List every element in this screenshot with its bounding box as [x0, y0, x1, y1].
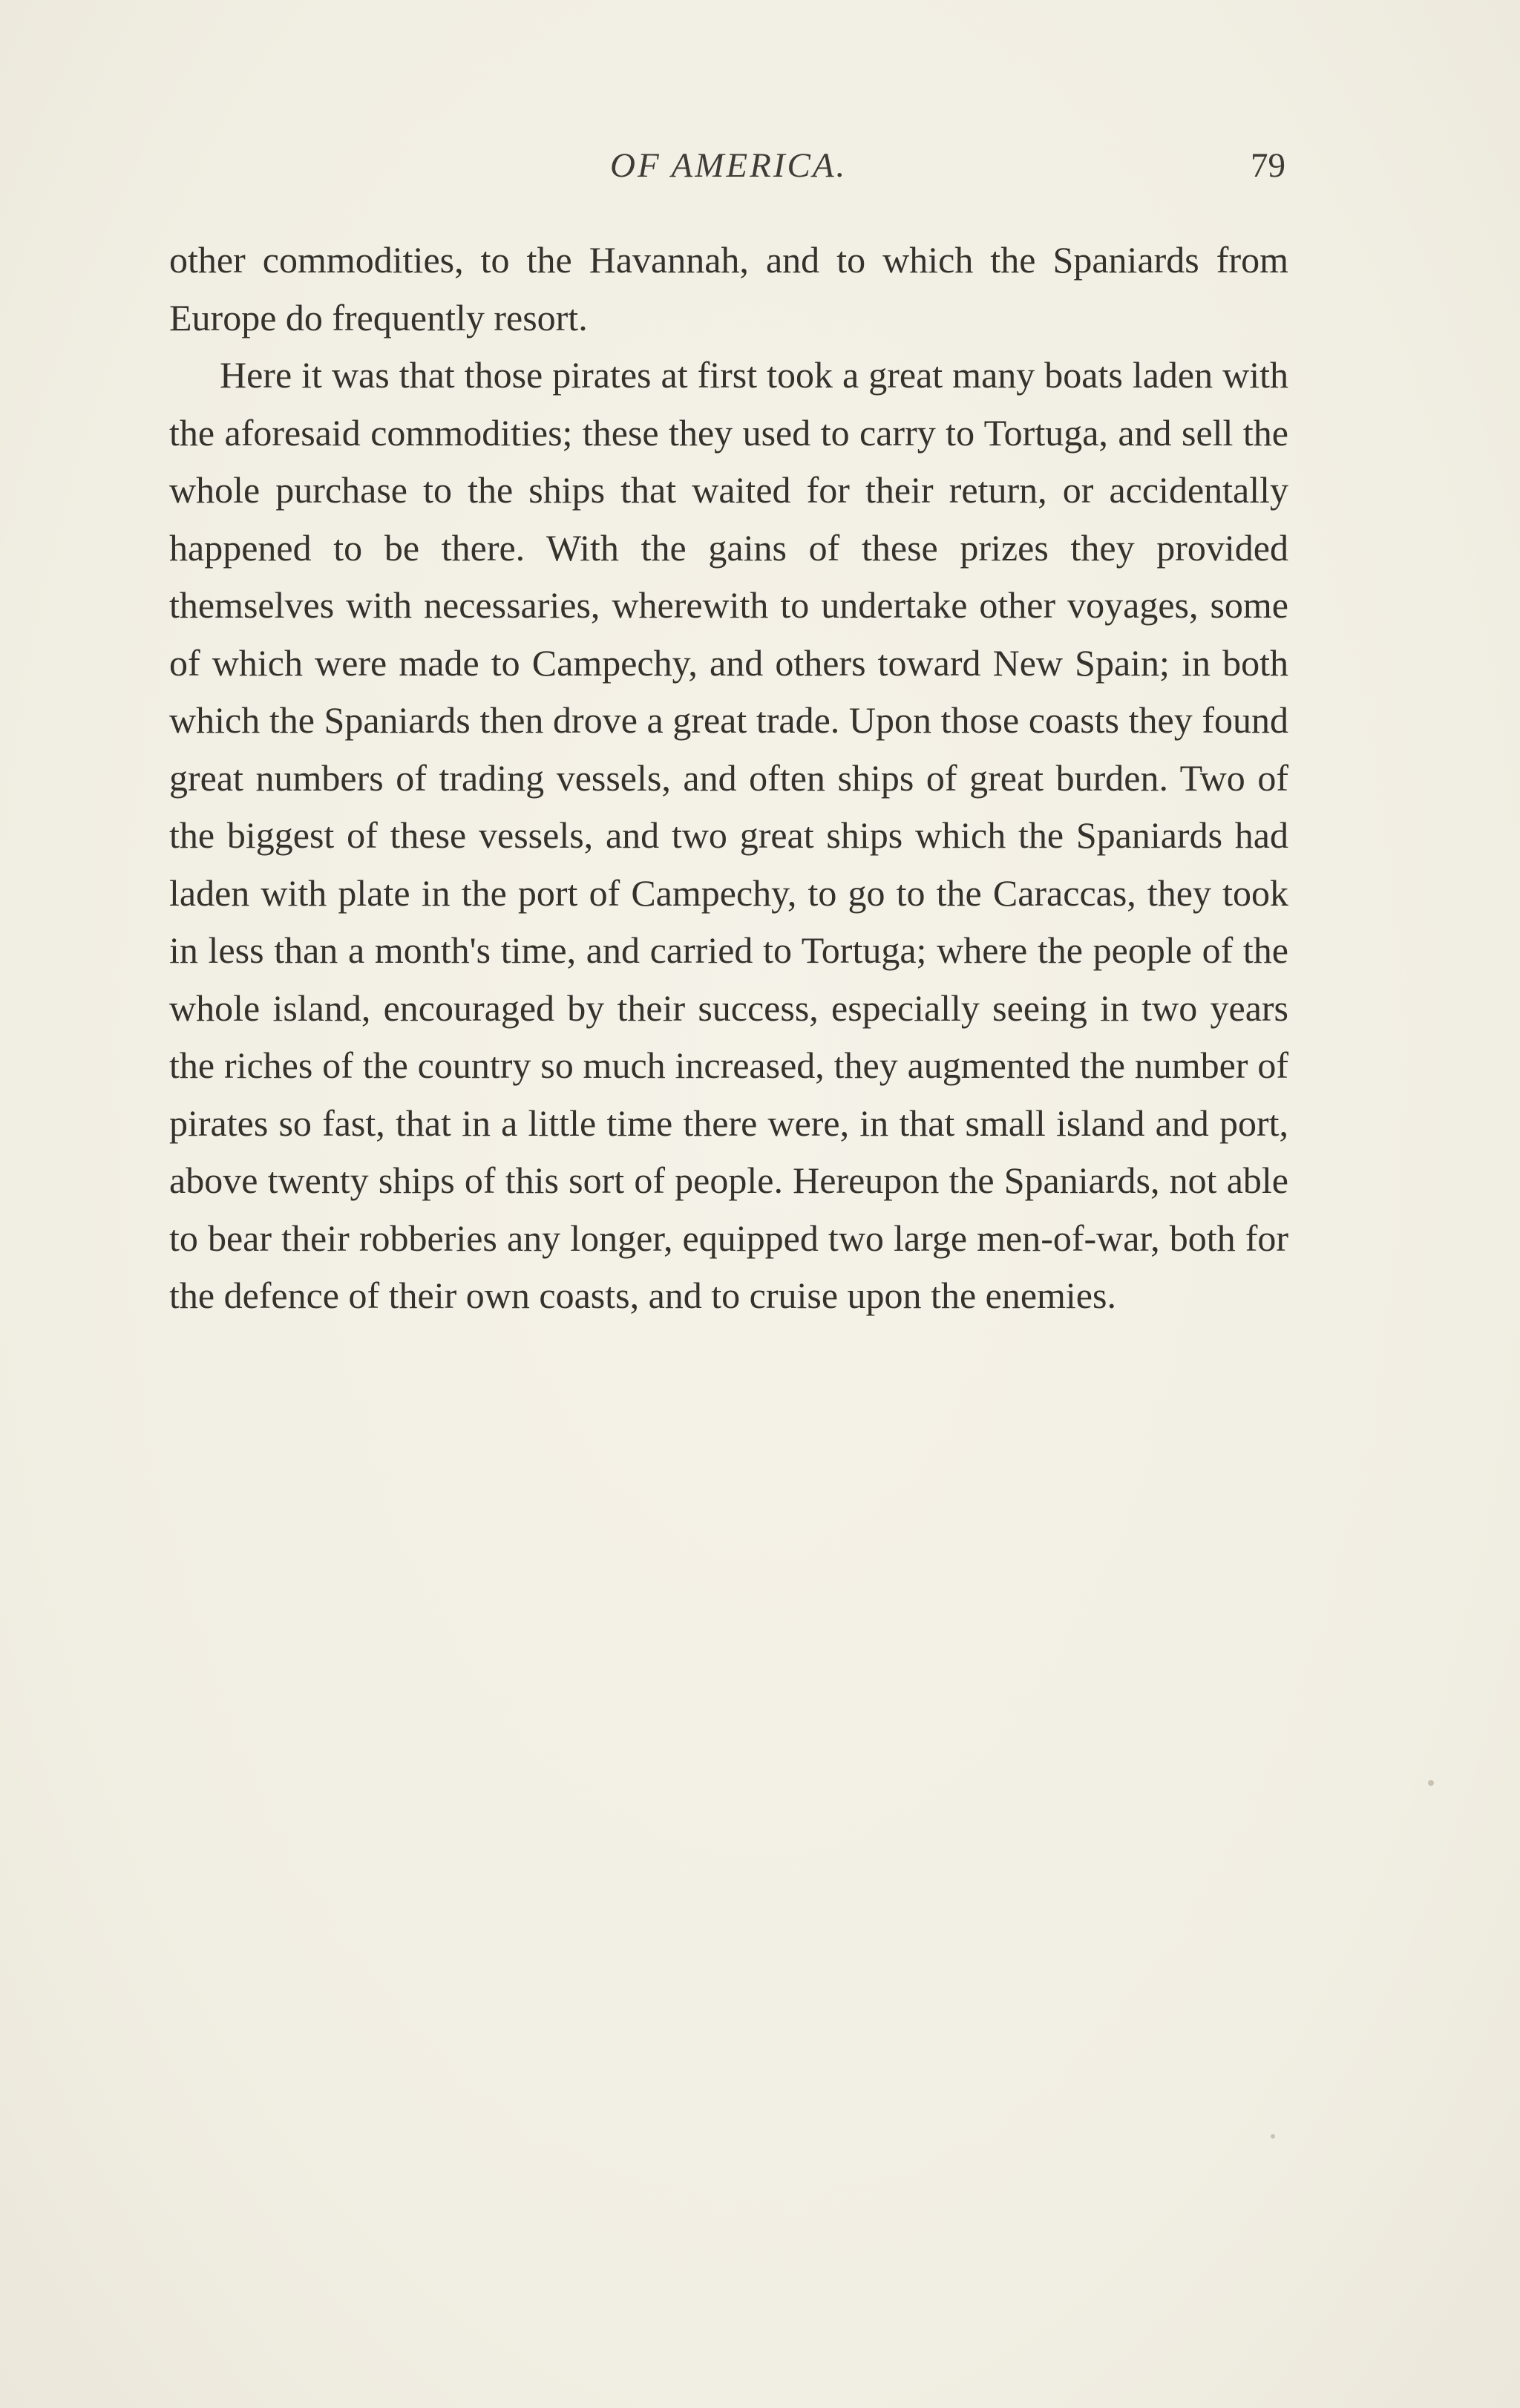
paper-speck	[1271, 2134, 1275, 2139]
paragraph-continued: other commodities, to the Havannah, and to which the Spaniards from Europe do frequently resort.	[169, 239, 1288, 338]
body-text	[169, 232, 1288, 1325]
page-header	[172, 145, 1285, 197]
paragraph: Here it was that those pirates at first took a great many boats laden with the aforesaid commodities; these they used to carry to Tortuga, and sell the whole purchase to the ships that waited for their return, or accidentally happened to be there. With the gains of these prizes they provided themselves with necessaries, wherewith to undertake other voyages, some of which were made to Campechy, and others toward New Spain; in both which the Spaniards then drove a great trade. Upon those coasts they found great numbers of trading vessels, and often ships of great burden. Two of the biggest of these vessels, and two great ships which the Spaniards had laden with plate in the port of Campechy, to go to the Caraccas, they took in less than a month's time, and carried to Tortuga; where the people of the whole island, encouraged by their success, especially seeing in two years the riches of the country so much increased, they augmented the number of pirates so fast, that in a little time there were, in that small island and port, above twenty ships of this sort of people. Hereupon the Spaniards, not able to bear their robberies any longer, equipped two large men-of-war, both for the defence of their own coasts, and to cruise upon the enemies.	[169, 354, 1288, 1316]
page-number: 79	[1251, 146, 1285, 185]
running-head: OF AMERICA.	[610, 146, 848, 185]
paper-speck	[1428, 1780, 1434, 1786]
